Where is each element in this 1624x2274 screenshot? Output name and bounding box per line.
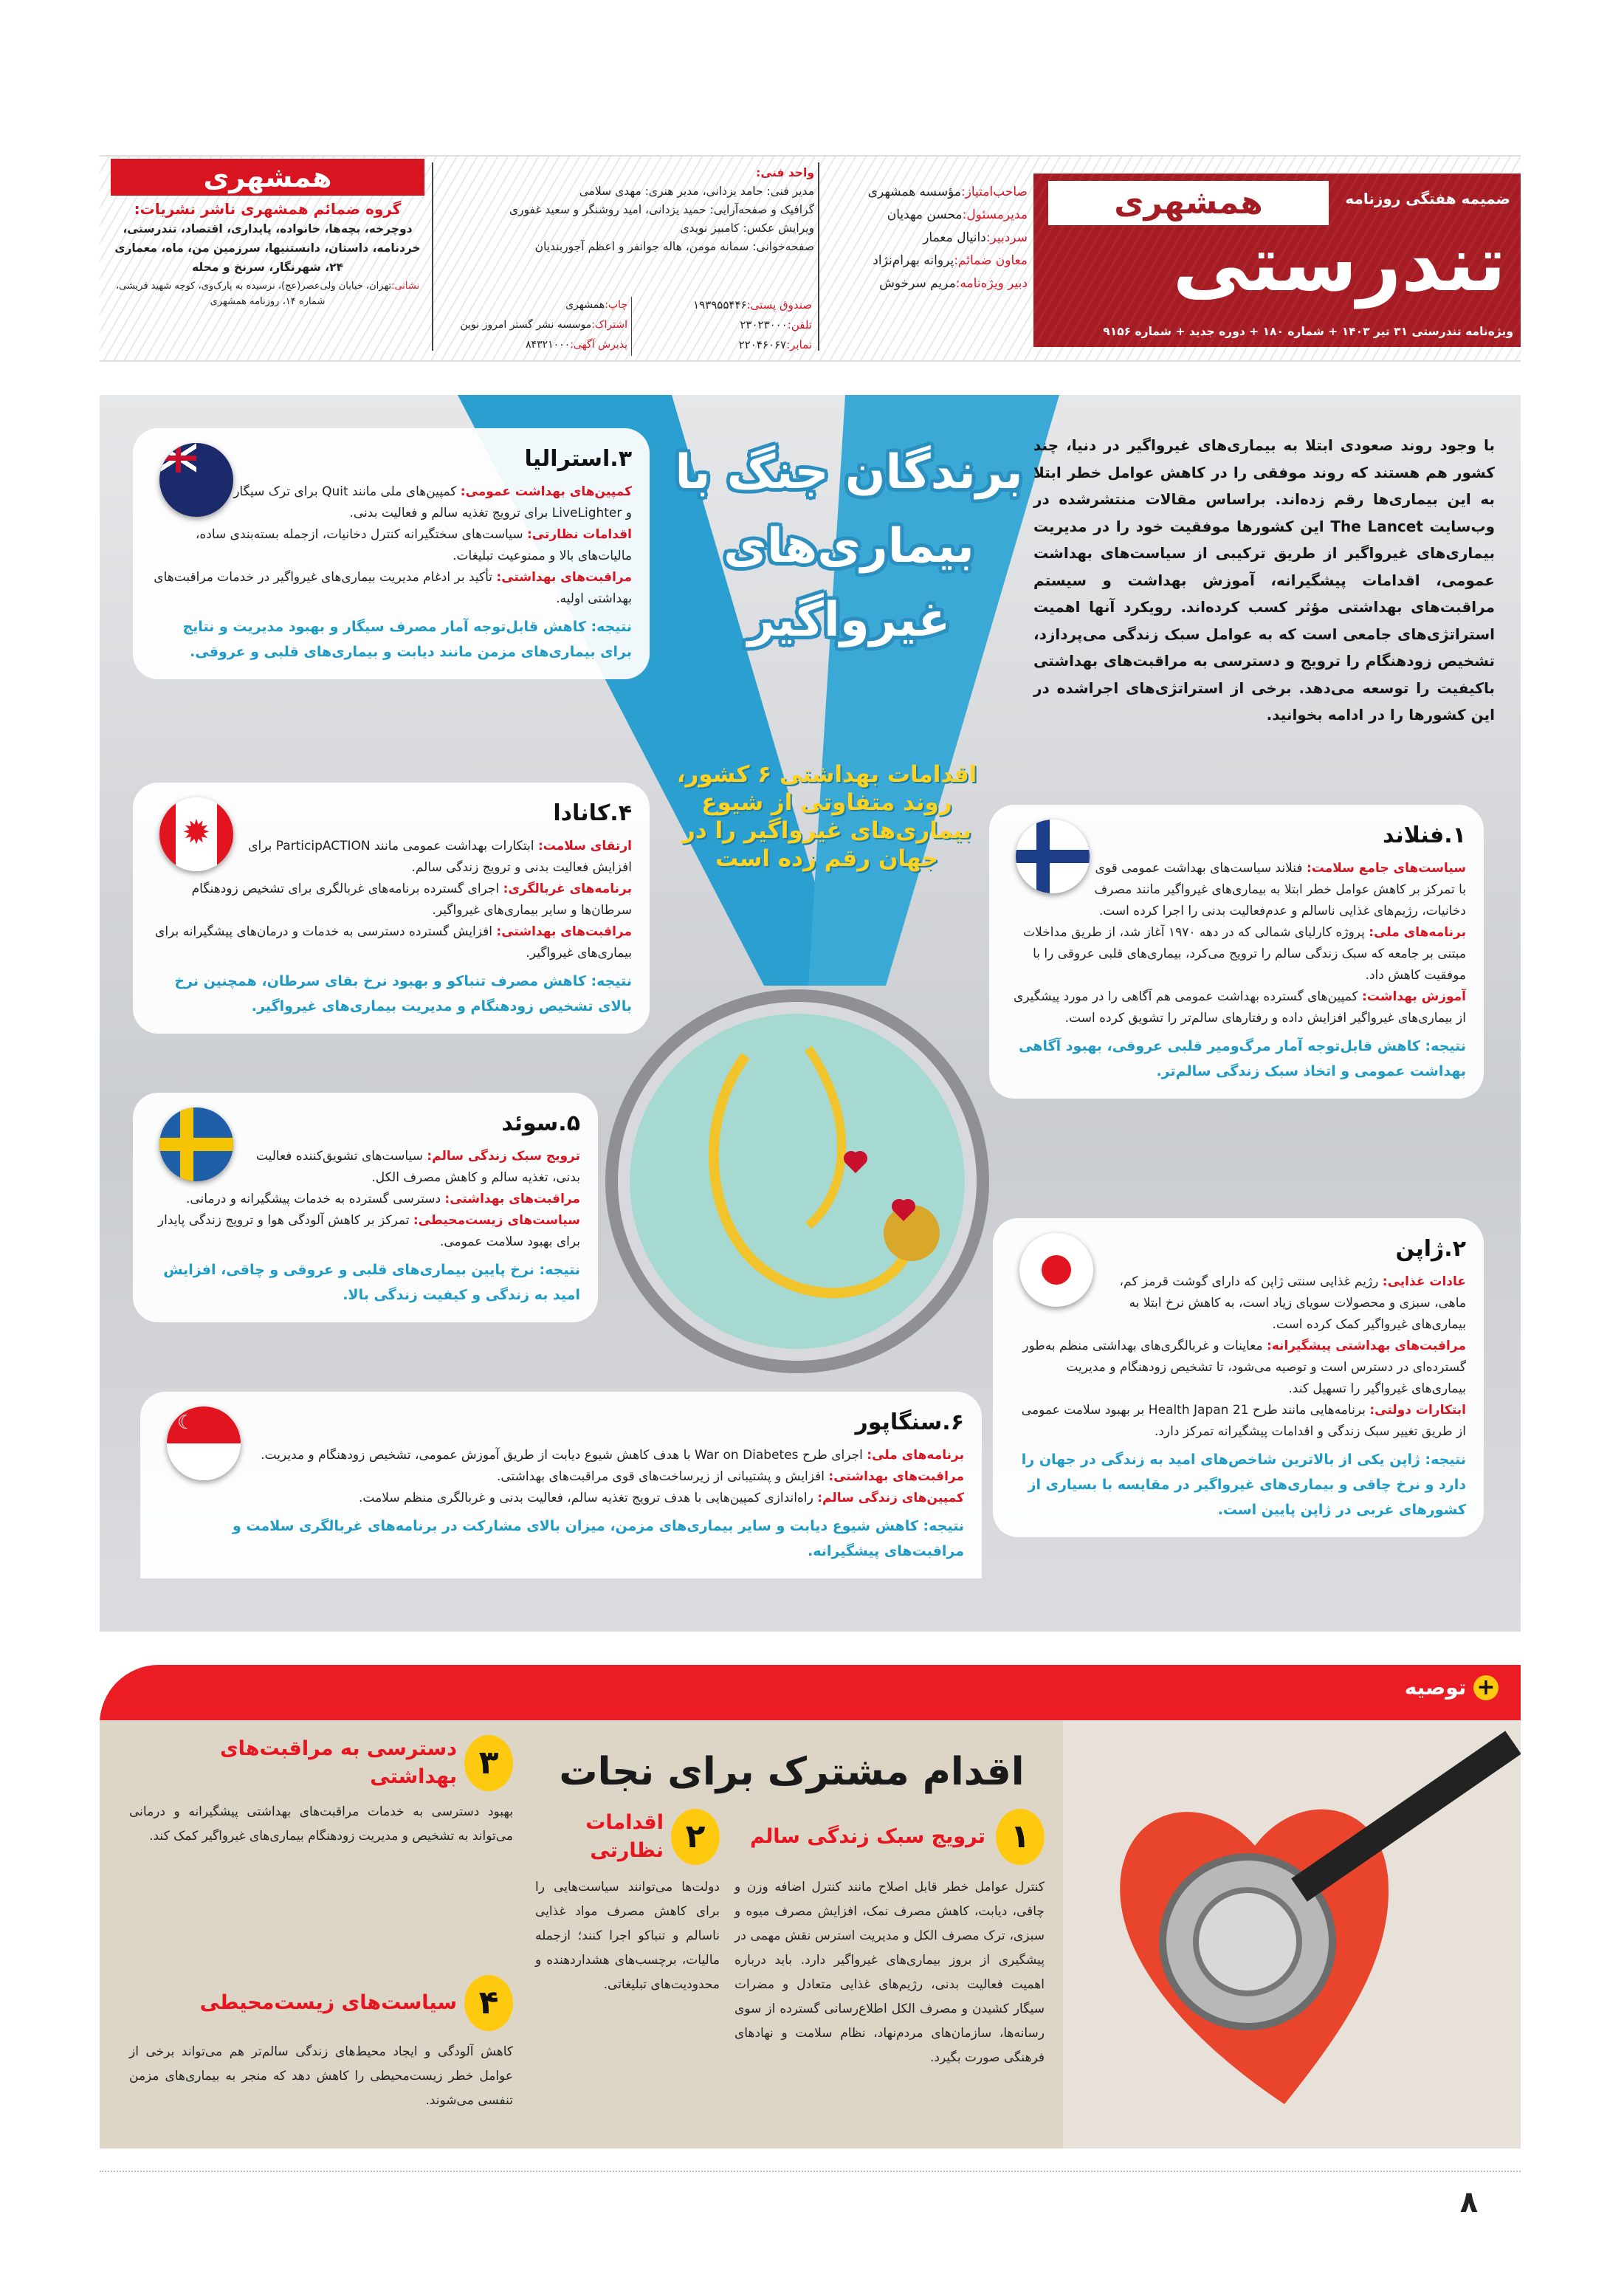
credit-row: معاون ضمائم:پروانه بهرام‌نژاد — [873, 253, 1028, 268]
credit-row: مدیرمسئول:محسن مهدیان — [887, 207, 1028, 222]
medal-face — [630, 1014, 965, 1349]
issue-line: ویژه‌نامه تندرستی ۳۱ تیر ۱۴۰۳ + شماره ۱۸۰ + دوره جدید + شماره ۹۱۵۶ — [1103, 325, 1513, 338]
flag-icon — [159, 443, 233, 517]
canada-flag-icon: ✹ — [159, 797, 233, 871]
credits-list — [827, 181, 1028, 295]
singapore-flag-icon: ☾ — [167, 1406, 241, 1480]
footer-rule — [100, 2171, 1521, 2172]
article-title: برندگان جنگ با بیماری‌های غیرواگیر — [675, 445, 1023, 647]
card-canada: ✹ ۴.کانادا ارتقای سلامت: ابتکارات بهداشت عمومی مانند ParticipACTION برای افزایش فعالیت بدنی و ترویج زندگی سالم. برنامه‌های غربالگری: اجرای گسترده برنامه‌های غربالگری برای تشخیص زودهنگام سرطان‌ها و سایر بیماری‌های غیرواگیر. مراقبت‌های بهداشتی: افزایش گسترده دسترسی به خدمات و درمان‌های پیشگیرانه برای بیماری‌های غیرواگیر. نتیجه: کاهش مصرف تنباکو و بهبود نرخ بقای سرطان، همچنین نرخ بالای تشخیص زودهنگام و مدیریت بیماری‌های غیرواگیر. — [133, 783, 650, 1034]
plus-icon: + — [1473, 1675, 1499, 1700]
japan-flag-icon — [1019, 1233, 1093, 1307]
technical-unit: واحد فنی: مدیر فنی: حامد یزدانی، مدیر هنری: مهدی سلامی گرافیک و صفحه‌آرایی: حمید یزدانی، امید روشنگر و سعید غفوری ویرایش عکس: کامبیز نویدی صفحه‌خوانی: سمانه مومن، هاله جوانفر و اعظم آجوربندیان — [509, 166, 814, 253]
credit-row: دبیر ویژه‌نامه:مریم سرخوش — [879, 276, 1028, 291]
card-japan: ۲.ژاپن عادات غذایی: رژیم غذایی سنتی ژاپن که دارای گوشت قرمز کم، ماهی، سبزی و محصولات سویای زیاد است، به کاهش نرخ ابتلا به بیماری‌های غیرواگیر کمک کرده است. مراقبت‌های بهداشتی پیشگیرانه: معاینات و غربالگری‌های بهداشتی منظم به‌طور گسترده‌ای در دسترس است و توصیه می‌شود، تا تشخیص زودهنگام و مدیریت بیماری‌های غیرواگیر را تسهیل کند. ابتکارات دولتی: برنامه‌هایی مانند طرح Health Japan 21 بر بهبود سلامت عمومی از طریق تغییر سبک زندگی و اقدامات پیشگیرانه تمرکز دارد. نتیجه: ژاپن یکی از بالاترین شاخص‌های امید به زندگی در جهان را دارد و نرخ چاقی و بیماری‌های غیرواگیر در مقایسه با بسیاری از کشورهای غربی در ژاپن پایین است. — [993, 1218, 1484, 1537]
heart-stethoscope-photo — [1063, 1720, 1521, 2148]
recommendation-item-4: ۴ سیاست‌های زیست‌محیطی کاهش آلودگی و ایجاد محیط‌های زندگی سالم‌تر هم می‌تواند برخی از عوامل خطر زیست‌محیطی را کاهش دهد که منجر به بیماری‌های مزمن تنفسی می‌شوند. — [129, 1975, 513, 2113]
masthead-logo — [1033, 174, 1521, 347]
recommendation-item-2: ۲ اقدامات نظارتی دولت‌ها می‌توانند سیاست‌هایی را برای کاهش مصرف مواد غذایی ناسالم و تنباکو اجرا کنند؛ ازجمله مالیات، برچسب‌های هشداردهنده و محدودیت‌های تبلیغاتی. — [535, 1809, 720, 1997]
supplement-label: ضمیمه هفتگی روزنامه — [1345, 190, 1510, 207]
sweden-flag-icon — [159, 1107, 233, 1181]
article-subtitle: اقدامات بهداشتی ۶ کشور، روند متفاوتی از شیوع بیماری‌های غیرواگیر را در جهان رقم زده است — [676, 761, 977, 872]
card-sweden: ۵.سوئد ترویج سبک زندگی سالم: سیاست‌های تشویق‌کننده فعالیت بدنی، تغذیه سالم و کاهش مصرف الکل. مراقبت‌های بهداشتی: دسترسی گسترده به خدمات پیشگیرانه و درمانی. سیاست‌های زیست‌محیطی: تمرکز بر کاهش آلودگی هوا و ترویج زندگی پایدار برای بهبود سلامت عمومی. نتیجه: نرخ پایین بیماری‌های قلبی و عروقی و چاقی، افزایش امید به زندگی و کیفیت زندگی بالا. — [133, 1093, 598, 1322]
recommendation-section — [100, 1665, 1521, 2148]
divider — [631, 297, 632, 356]
hamshahri-logo: همشهری — [1048, 181, 1329, 225]
card-finland: ۱.فنلاند سیاست‌های جامع سلامت: فنلاند سیاست‌های بهداشت عمومی قوی با تمرکز بر کاهش عوامل خطر ابتلا به بیماری‌های غیرواگیر مانند مصرف دخانیات، رژیم‌های غذایی ناسالم و عدم‌فعالیت بدنی را اجرا کرده است. برنامه‌های ملی: پروژه کارلیای شمالی که در دهه ۱۹۷۰ آغاز شد، از طریق مداخلات مبتنی بر جامعه که سبک زندگی سالم را ترویج می‌کرد، بیماری‌های قلبی عروقی را با موفقیت کاهش داد. آموزش بهداشت: کمپین‌های گسترده بهداشت عمومی هم آگاهی را در مورد پیشگیری از بیماری‌های غیرواگیر افزایش داده و رفتارهای سالم‌تر را تشویق کرده است. نتیجه: کاهش قابل‌توجه آمار مرگ‌ومیر قلبی عروقی، بهبود آگاهی بهداشت عمومی و اتخاذ سبک زندگی سالم‌تر. — [989, 805, 1484, 1099]
recommendation-tag: + توصیه — [1405, 1675, 1499, 1700]
hamshahri-logo: همشهری — [111, 159, 424, 196]
recommendation-item-1: ۱ ترویج سبک زندگی سالم کنترل عوامل خطر قابل اصلاح مانند کنترل اضافه وزن و چاقی، دیابت، کاهش مصرف نمک، افزایش مصرف میوه و سبزی، ترک مصرف الکل و مدیریت استرس نقش مهمی در پیشگیری از بروز بیماری‌های غیرواگیر دارد. باید درباره اهمیت فعالیت بدنی، رژیم‌های غذایی متعادل و مضرات سیگار کشیدن و مصرف الکل اطلاع‌رسانی گسترده از سوی رسانه‌ها، سازمان‌های مردم‌نهاد، نظام سلامت و نهادهای فرهنگی صورت بگیرد. — [734, 1809, 1045, 2070]
print-info: چاپ:همشهری اشتراک:موسسه نشر گستر امروز نوین پذیرش آگهی:۸۴۳۲۱۰۰۰ — [460, 299, 627, 351]
divider — [432, 162, 433, 351]
card-singapore: ☾ ۶.سنگاپور برنامه‌های ملی: اجرای طرح War on Diabetes با هدف کاهش شیوع دیابت از طریق آموزش عمومی، تشخیص زودهنگام و مدیریت. مراقبت‌های بهداشتی: افزایش و پشتیبانی از زیرساخت‌های قوی مراقبت‌های بهداشتی. کمپین‌های زندگی سالم: راه‌اندازی کمپین‌هایی با هدف ترویج تغذیه سالم، فعالیت بدنی و غربالگری منظم سلامت. نتیجه: کاهش شیوع دیابت و سایر بیماری‌های مزمن، میزان بالای مشارکت در برنامه‌های غربالگری سلامت و مراقبت‌های پیشگیرانه. — [140, 1392, 982, 1579]
recommendation-title: اقدام مشترک برای نجات — [559, 1750, 1025, 1794]
finland-flag-icon — [1016, 820, 1090, 893]
card-australia: ۳.استرالیا کمپین‌های بهداشت عمومی: کمپین‌های ملی مانند Quit برای ترک سیگار و LiveLighter برای ترویج تغذیه سالم و فعالیت بدنی. اقدامات نظارتی: سیاست‌های سختگیرانه کنترل دخانیات، ازجمله بسته‌بندی ساده، مالیات‌های بالا و ممنوعیت تبلیغات. مراقبت‌های بهداشتی: تأکید بر ادغام مدیریت بیماری‌های غیرواگیر در خدمات مراقبت‌های بهداشتی اولیه. نتیجه: کاهش قابل‌توجه آمار مصرف سیگار و بهبود مدیریت و نتایج برای بیماری‌های مزمن مانند دیابت و بیماری‌های قلبی و عروقی. — [133, 428, 650, 679]
recommendation-item-3: ۳ دسترسی به مراقبت‌های بهداشتی بهبود دسترسی به خدمات مراقبت‌های بهداشتی پیشگیرانه و درمانی می‌تواند به تشخیص و مدیریت زودهنگام بیماری‌های غیرواگیر کمک کند. — [129, 1735, 513, 1849]
group-publications: همشهری گروه ضمائم همشهری ناشر نشریات: دوچرخه، بچه‌ها، خانواده، پایداری، اقتصاد، تندرستی، خردنامه، داستان، دانستنیها، سرزمین من، ماه، معماری ۲۴، شهرنگار، سرنخ و محله نشانی:تهران، خیابان ولی‌عصر(عج)، نرسیده به پارک‌وی، کوچه شهید قریشی، شماره ۱۴، روزنامه همشهری — [111, 159, 424, 309]
publication-name: تندرستی — [1172, 219, 1506, 309]
contact-info: صندوق پستی:۱۹۳۹۵۵۴۴۶ تلفن:۲۳۰۲۳۰۰۰ نمابر:۲۲۰۴۶۰۶۷ — [693, 298, 812, 351]
divider — [818, 162, 819, 351]
page-number: ۸ — [1459, 2185, 1479, 2219]
article-intro: با وجود روند صعودی ابتلا به بیماری‌های غیرواگیر در دنیا، چند کشور هم هستند که روند موفقی را در کاهش عوامل خطر ابتلا به این بیماری‌ها رقم زده‌اند. براساس مقالات منتشرشده در وب‌سایت The Lancet این کشورها موفقیت خود را در مدیریت بیماری‌های غیرواگیر از طریق ترکیبی از سیاست‌های بهداشت عمومی، اقدامات پیشگیرانه، آموزش بهداشت و سیستم مراقبت‌های بهداشتی مؤثر کسب کرده‌اند. رویکرد آنها اهمیت استراتژی‌های جامعی است که به عوامل سبک زندگی می‌پردازد، تشخیص زودهنگام را ترویج و دسترسی به مراقبت‌های بهداشتی باکیفیت را توسعه می‌دهد. برخی از استراتژی‌های اجراشده در این کشورها را در ادامه بخوانید. — [1033, 436, 1496, 724]
recommendation-band — [100, 1665, 1521, 1720]
credit-row: صاحب‌امتیاز:مؤسسه همشهری — [867, 185, 1028, 199]
credit-row: سردبیر:دانیال معمار — [923, 230, 1028, 245]
